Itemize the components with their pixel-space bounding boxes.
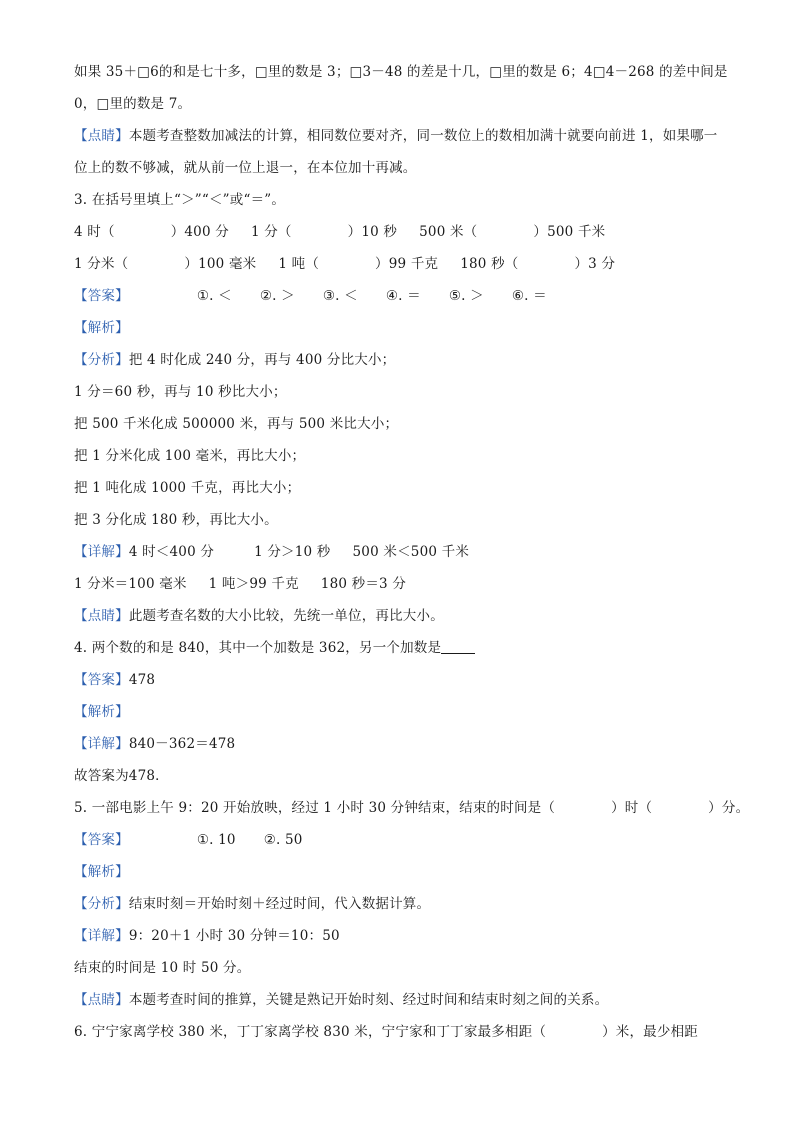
xiangjie-line: [74, 734, 734, 754]
fenxi-text: 把 4 时化成 240 分，再与 400 分比大小；: [128, 352, 396, 368]
text-line: 0，□里的数是 7。: [74, 96, 192, 112]
jiexi-tag: 【解析】: [74, 704, 129, 720]
question-text: 6. 宁宁家离学校 380 米，丁丁家离学校 830 米，宁宁家和丁丁家最多相距（: [74, 1024, 547, 1040]
xiangjie-line: [74, 542, 734, 562]
q3-item: 500 米（: [419, 224, 478, 240]
dianjing-tag: 【点睛】: [74, 992, 129, 1008]
q3-item: ）3 分: [574, 256, 616, 272]
analysis-heading: [74, 862, 734, 882]
dianjing-tag: 【点睛】: [74, 128, 129, 144]
q3-item: 1 分米（: [74, 256, 129, 272]
text-line: 把 1 分米化成 100 毫米，再比大小；: [74, 448, 306, 464]
question-text: ）米，最少相距: [602, 1024, 698, 1040]
text-line: 把 1 吨化成 1000 千克，再比大小；: [74, 480, 301, 496]
answer-value: 478: [128, 672, 156, 688]
q3-item: 180 秒（: [460, 256, 519, 272]
question-text: ）时（: [611, 800, 653, 816]
xiangjie-tag: 【详解】: [74, 928, 129, 944]
q4-answer-line: [74, 670, 734, 690]
text-line: [74, 126, 734, 146]
jiexi-tag: 【解析】: [74, 864, 129, 880]
question-4: [74, 638, 734, 658]
xiangjie-tag: 【详解】: [74, 736, 129, 752]
q3-row-2: [74, 254, 734, 274]
jiexi-tag: 【解析】: [74, 320, 129, 336]
question-text: ）分。: [708, 800, 750, 816]
question-text: 4. 两个数的和是 840，其中一个加数是 362，另一个加数是: [74, 640, 442, 656]
text-line: 结束的时间是 10 时 50 分。: [74, 960, 251, 976]
answer-item: ⑥. ＝: [511, 288, 547, 304]
text-line: 位上的数不够减，就从前一位上退一，在本位加十再减。: [74, 160, 417, 176]
text-line: 如果 35＋□6的和是七十多，□里的数是 3；□3－48 的差是十几，□里的数是 6；4□4－268 的差中间是: [74, 64, 728, 80]
q3-item: ）10 秒: [347, 224, 398, 240]
answer-item: ③. ＜: [322, 288, 358, 304]
detail-item: 500 米＜500 千米: [352, 544, 470, 560]
answer-item: ②. 50: [263, 832, 303, 848]
fenxi-line: [74, 350, 734, 370]
detail-text: 840－362＝478: [128, 736, 236, 752]
answer-item: ④. ＝: [385, 288, 421, 304]
q3-answer-line: [74, 286, 734, 306]
answer-tag: 【答案】: [74, 288, 129, 304]
analysis-heading: [74, 702, 734, 722]
dianjing-text: 本题考查时间的推算，关键是熟记开始时刻、经过时间和结束时刻之间的关系。: [128, 992, 609, 1008]
answer-item: ⑤. ＞: [448, 288, 484, 304]
analysis-heading: [74, 318, 734, 338]
dianjing-line: [74, 606, 734, 626]
dianjing-text: 本题考查整数加减法的计算，相同数位要对齐，同一数位上的数相加满十就要向前进 1，如果哪一: [128, 128, 718, 144]
question-5: [74, 798, 750, 818]
detail-item: 4 时＜400 分: [128, 544, 215, 560]
detail-item: 180 秒＝3 分: [320, 576, 407, 592]
dianjing-line: [74, 990, 734, 1010]
xiangjie-tag: 【详解】: [74, 544, 129, 560]
q3-item: 1 吨（: [278, 256, 320, 272]
answer-blank: [441, 639, 475, 654]
q3-item: 1 分（: [250, 224, 292, 240]
answer-item: ②. ＞: [259, 288, 295, 304]
detail-text: 9：20＋1 小时 30 分钟＝10：50: [128, 928, 340, 944]
q3-item: ）99 千克: [375, 256, 439, 272]
question-3-title: 3. 在括号里填上“＞”“＜”或“＝”。: [74, 192, 286, 208]
detail-item: 1 分＞10 秒: [254, 544, 331, 560]
answer-tag: 【答案】: [74, 672, 129, 688]
question-6: [74, 1022, 734, 1042]
q3-item: ）100 毫米: [184, 256, 257, 272]
answer-item: ①. ＜: [196, 288, 232, 304]
dianjing-text: 此题考查名数的大小比较，先统一单位，再比大小。: [128, 608, 444, 624]
text-line: 1 分＝60 秒，再与 10 秒比大小；: [74, 384, 287, 400]
detail-item: 1 吨＞99 千克: [208, 576, 299, 592]
fenxi-text: 结束时刻＝开始时刻＋经过时间，代入数据计算。: [128, 896, 431, 912]
answer-tag: 【答案】: [74, 832, 129, 848]
answer-item: ①. 10: [196, 832, 236, 848]
q3-item: ）500 千米: [533, 224, 606, 240]
question-text: 5. 一部电影上午 9：20 开始放映，经过 1 小时 30 分钟结束，结束的时间是（: [74, 800, 556, 816]
xiangjie-line-2: [74, 574, 734, 594]
fenxi-tag: 【分析】: [74, 896, 129, 912]
q5-answer-line: [74, 830, 734, 850]
detail-item: 1 分米＝100 毫米: [74, 576, 187, 592]
xiangjie-line: [74, 926, 734, 946]
q3-row-1: [74, 222, 734, 242]
fenxi-tag: 【分析】: [74, 352, 129, 368]
dianjing-tag: 【点睛】: [74, 608, 129, 624]
text-line: 故答案为478．: [74, 768, 169, 784]
q3-item: 4 时（: [74, 224, 115, 240]
text-line: 把 500 千米化成 500000 米，再与 500 米比大小；: [74, 416, 399, 432]
text-line: 把 3 分化成 180 秒，再比大小。: [74, 512, 278, 528]
fenxi-line: [74, 894, 734, 914]
q3-item: ）400 分: [170, 224, 229, 240]
